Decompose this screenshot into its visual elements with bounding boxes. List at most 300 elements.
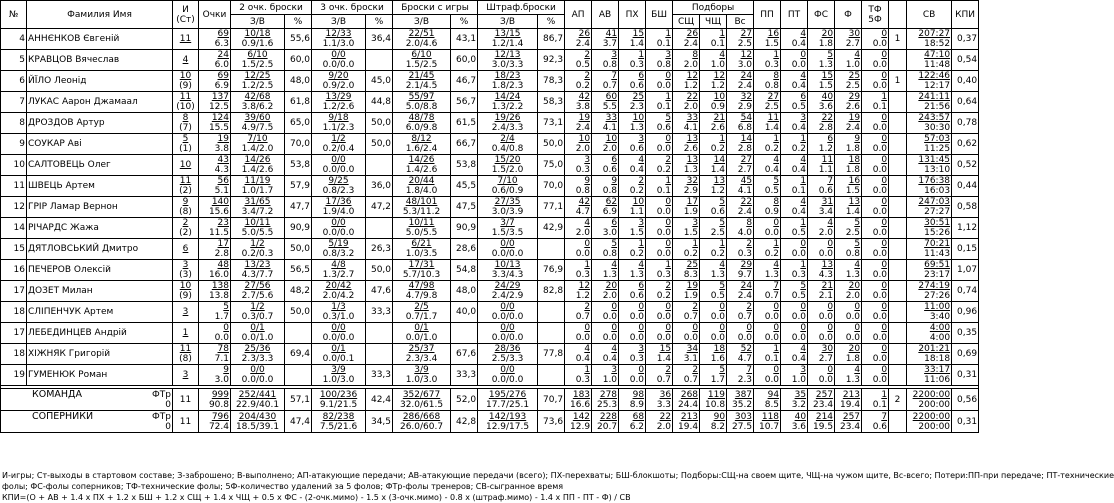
stat-av [592, 302, 619, 323]
stat-px [619, 71, 646, 92]
stat-pp [754, 113, 781, 134]
stat-cs-total: 5 [719, 281, 726, 291]
legend-line-3: КПИ=(О + АВ + 1.4 х ПХ + 1.2 х БШ + 1.2 х СЩ + 1.4 х ЧЩ + 0.5 х ФС - (2-очк.мимо) - 1.5 х (3-очк.мимо) - 0.8 х (штраф.мимо) - 1.4 х ПП - ПТ - Ф) / СВ [2, 493, 631, 502]
stat-pp [754, 50, 781, 71]
stat-av [592, 281, 619, 302]
stat-av-total: 7 [611, 71, 618, 81]
played-time [907, 134, 952, 155]
stat-ap [565, 323, 592, 344]
stat-vs [727, 281, 754, 302]
stat-bsh [646, 281, 673, 302]
fg3-avg: 1.1/3.0 [322, 39, 355, 49]
points [199, 50, 231, 71]
fg3-avg: 0.8/2.3 [322, 186, 355, 196]
col-reb-own: СЩ [673, 15, 700, 29]
played-time-avg: 11:48 [924, 60, 951, 70]
played-time-avg: 4:00 [929, 333, 951, 343]
stat-fs [808, 71, 835, 92]
stat-ss-avg: 19.4 [678, 421, 699, 432]
fg2-pct [285, 344, 312, 365]
points-avg: 15.5 [208, 123, 229, 133]
points-total: 0 [223, 323, 229, 333]
stat-5f [889, 302, 907, 323]
stat-ss [673, 71, 700, 92]
fg-avg: 1.6/2.4 [405, 144, 438, 154]
stat-ap-total: 4 [584, 344, 591, 354]
stat-px-avg: 2.3 [629, 102, 645, 112]
stat-fs [808, 389, 835, 411]
stat-bsh-total: 0 [665, 218, 672, 228]
stat-av [592, 323, 619, 344]
stat-av [592, 344, 619, 365]
played-time-avg: 11:25 [924, 144, 951, 154]
col-fg3-made: З/В [312, 15, 366, 29]
stat-ss-avg: 0.7 [683, 312, 699, 322]
stat-px-total: 98 [632, 389, 645, 400]
stat-vs-total: 24 [740, 71, 753, 81]
points-total: 124 [211, 113, 229, 123]
team-total-row [1, 389, 979, 411]
stat-ss [673, 260, 700, 281]
stat-tf-avg: 0.0 [872, 249, 888, 259]
fg2-pct [285, 260, 312, 281]
games [173, 176, 199, 197]
fg3-pct [366, 411, 393, 433]
stat-ss-total: 17 [686, 197, 699, 207]
stat-ss-avg: 0.2 [683, 249, 699, 259]
fg3-pct [366, 302, 393, 323]
fg3 [312, 197, 366, 218]
fg2-pct [285, 281, 312, 302]
fg3 [312, 176, 366, 197]
stat-vs [727, 365, 754, 386]
stat-bsh-avg: 0.1 [656, 186, 672, 196]
stat-5f [889, 323, 907, 344]
player-name: ГРІР Ламар Вернон [27, 197, 173, 218]
ft-avg: 17.7/25.1 [485, 399, 530, 410]
points [199, 411, 231, 433]
stat-av [592, 113, 619, 134]
stat-ss [673, 302, 700, 323]
stat-f-total: 5 [854, 218, 861, 228]
fg2-pct [285, 197, 312, 218]
ft-avg: 0.0/0.0 [491, 249, 524, 259]
ft-pct [538, 323, 565, 344]
table-header [1, 1, 979, 29]
stat-bsh-avg: 0.1 [656, 102, 672, 112]
stat-ap-avg: 0.3 [575, 165, 591, 175]
points-total: 140 [211, 197, 229, 207]
fg2-total: 27/56 [244, 281, 271, 291]
stat-tf [862, 92, 889, 113]
stat-fs-avg: 3.4 [818, 207, 834, 217]
stat-f-total: 5 [854, 239, 861, 249]
stat-ap-avg: 4.7 [575, 207, 591, 217]
played-time-avg: 15:26 [924, 228, 951, 238]
points-avg: 0.0 [214, 333, 229, 343]
ft-total: 0/0 [500, 323, 515, 333]
col-sv: СВ [907, 1, 952, 29]
fg-avg: 4.7/9.8 [405, 291, 438, 301]
fg3-total: 9/25 [328, 176, 349, 186]
stat-ptv-total: 0 [800, 50, 807, 60]
fg2-avg: 0.9/1.6 [241, 39, 274, 49]
fg-pct [451, 411, 478, 433]
stat-pp [754, 344, 781, 365]
stat-ptv-total: 35 [794, 389, 807, 400]
stat-vs [727, 260, 754, 281]
stat-av-total: 4 [611, 344, 618, 354]
stat-f-avg: 2.6 [845, 102, 861, 112]
fg2-avg: 3.4/7.2 [241, 207, 274, 217]
stat-ptv-avg: 0.4 [791, 354, 807, 364]
fg3-avg: 1.2/2.6 [322, 102, 355, 112]
stat-px-avg: 0.3 [629, 354, 645, 364]
table-row [1, 197, 979, 218]
fg3 [312, 323, 366, 344]
stat-pp-avg: 10.7 [759, 421, 780, 432]
fg2-avg: 0.0/0.0 [241, 375, 274, 385]
stat-tf-total: 0 [881, 260, 888, 270]
fg3-pct-total: 36,4 [370, 34, 392, 44]
fg3-total: 12/33 [325, 29, 352, 39]
played-time [907, 176, 952, 197]
stat-5f-avg: 1 [894, 34, 901, 44]
stat-tf [862, 134, 889, 155]
stat-tf [862, 302, 889, 323]
fg-avg: 26.0/60.7 [399, 421, 444, 432]
stat-f-avg: 2.0 [845, 291, 861, 301]
fg-total: 8/12 [411, 134, 432, 144]
col-reb: Подборы [673, 1, 754, 15]
ft [478, 155, 538, 176]
fg2-pct [285, 29, 312, 50]
stat-cs-avg: 0.5 [710, 291, 726, 301]
fg3-pct-total: 50,0 [370, 265, 392, 275]
played-time-total: 11:00 [924, 302, 951, 312]
fg3-pct-total: 42,4 [370, 394, 392, 405]
stat-cs [700, 302, 727, 323]
fg-total: 25/37 [408, 344, 435, 354]
fg3-pct-total: 36,0 [370, 181, 392, 191]
points-avg: 12.5 [208, 102, 229, 112]
stat-av [592, 239, 619, 260]
stat-px [619, 50, 646, 71]
stat-tf-total: 0 [881, 365, 888, 375]
stat-ap-avg: 0.3 [575, 375, 591, 385]
stat-cs-total: 12 [713, 71, 726, 81]
stat-vs-total: 303 [734, 411, 753, 422]
points-avg: 16.0 [208, 270, 229, 280]
fg2-pct-total: 70,0 [289, 139, 311, 149]
stat-av [592, 71, 619, 92]
stat-pp [754, 260, 781, 281]
fg [393, 365, 451, 386]
played-time-total: 47:10 [924, 50, 951, 60]
stat-vs [727, 71, 754, 92]
fg3-pct [366, 113, 393, 134]
table-row [1, 29, 979, 50]
stat-ss-avg: 2.6 [683, 144, 699, 154]
stat-cs [700, 197, 727, 218]
fg2-pct [285, 50, 312, 71]
stat-ss [673, 323, 700, 344]
stat-av-avg: 6.9 [602, 207, 618, 217]
table-row [1, 302, 979, 323]
fg-pct [451, 260, 478, 281]
fg2-avg: 2.3/3.3 [241, 354, 274, 364]
fg-pct [451, 92, 478, 113]
stat-f-avg: 2.7 [845, 39, 861, 49]
fg [393, 411, 451, 433]
stat-cs-total: 0 [719, 323, 726, 333]
stat-f-total: 19 [848, 113, 861, 123]
stat-ap-avg: 0.0 [575, 333, 591, 343]
stat-vs-total: 387 [734, 389, 753, 400]
stat-ptv-total: 0 [800, 302, 807, 312]
played-time-total: 69:51 [924, 260, 951, 270]
stat-bsh-total: 1 [665, 176, 672, 186]
stat-cs-total: 1 [719, 29, 726, 39]
stat-tf [862, 176, 889, 197]
stat-ptv-total: 4 [800, 344, 807, 354]
stat-ptv-avg: 0.4 [791, 165, 807, 175]
ft [478, 411, 538, 433]
stat-fs [808, 134, 835, 155]
stat-ptv [781, 29, 808, 50]
kpi: 1,07 [952, 260, 979, 281]
stat-ss [673, 155, 700, 176]
stat-pp-avg: 0.2 [764, 144, 780, 154]
fg2-pct [285, 176, 312, 197]
games [173, 239, 199, 260]
stat-cs [700, 176, 727, 197]
stat-pp-total: 0 [773, 302, 780, 312]
stat-av [592, 92, 619, 113]
stat-cs [700, 323, 727, 344]
stat-bsh-avg: 0.0 [656, 312, 672, 322]
stat-bsh-avg: 0.7 [656, 375, 672, 385]
stat-px [619, 29, 646, 50]
points [199, 239, 231, 260]
stat-f-avg: 1.4 [845, 207, 861, 217]
stat-ap [565, 302, 592, 323]
stat-pp-total: 0 [773, 323, 780, 333]
stat-av [592, 50, 619, 71]
stat-px [619, 411, 646, 433]
stat-px-avg: 6.2 [629, 421, 645, 432]
ft [478, 134, 538, 155]
stat-ptv [781, 92, 808, 113]
stat-ap-avg: 0.3 [575, 270, 591, 280]
points-avg: 3.0 [214, 375, 229, 385]
stat-av-total: 0 [611, 323, 618, 333]
games [173, 29, 199, 50]
stat-bsh [646, 113, 673, 134]
col-px: ПХ [619, 1, 646, 29]
fg2-pct-total: 60,0 [289, 55, 311, 65]
points-total: 19 [217, 134, 229, 144]
stat-cs-avg: 8.2 [710, 421, 726, 432]
stat-ap-total: 42 [578, 197, 591, 207]
stat-av-total: 41 [605, 29, 618, 39]
fg2-pct-total: 47,4 [289, 416, 311, 427]
stat-fs-total: 214 [815, 411, 834, 422]
points [199, 302, 231, 323]
games-total: 8 [182, 113, 189, 123]
games [173, 113, 199, 134]
ft-pct [538, 92, 565, 113]
stat-tf-avg: 0.1 [872, 102, 888, 112]
ft-pct [538, 239, 565, 260]
fg-total: 48/101 [405, 197, 438, 207]
fg2-pct-total: 56,5 [289, 265, 311, 275]
stat-ptv [781, 218, 808, 239]
played-time [907, 71, 952, 92]
fg2-avg: 4.9/7.5 [241, 123, 274, 133]
fg3-total: 82/238 [322, 411, 355, 422]
player-number: 14 [1, 218, 27, 239]
stat-ss-total: 13 [686, 134, 699, 144]
stat-f-total: 29 [848, 92, 861, 102]
fg3 [312, 218, 366, 239]
ft-avg: 1.5/2.0 [491, 165, 524, 175]
fg3-avg: 9.1/21.5 [319, 399, 358, 410]
fg3-total: 20/42 [325, 281, 352, 291]
fg-pct-total: 54,8 [456, 265, 477, 275]
stat-f-avg: 2.5 [845, 81, 861, 91]
played-time-total: 122:46 [918, 71, 951, 81]
stat-fs [808, 281, 835, 302]
points-avg: 90.8 [208, 399, 229, 410]
ft [478, 323, 538, 344]
games-avg: (2) [179, 228, 192, 238]
fg3-pct [366, 71, 393, 92]
stat-fs-total: 31 [821, 197, 834, 207]
stat-bsh [646, 323, 673, 344]
fg3-pct [366, 155, 393, 176]
played-time-avg: 30:30 [924, 123, 951, 133]
points [199, 218, 231, 239]
games [173, 365, 199, 386]
fg3-pct-total: 50,0 [370, 139, 392, 149]
stat-ptv-avg: 0.0 [791, 60, 807, 70]
stat-bsh-total: 0 [665, 302, 672, 312]
coach-fouls-label: ФТр [152, 389, 171, 400]
stat-f-total: 4 [854, 260, 861, 270]
stat-ap [565, 411, 592, 433]
stat-vs [727, 344, 754, 365]
ft-pct-total: 70,0 [543, 181, 564, 191]
stat-pp-total: 16 [767, 29, 780, 39]
stat-tf-avg: 0.0 [872, 207, 888, 217]
player-name: КРАВЦОВ Вячеслав [27, 50, 173, 71]
stat-pp [754, 389, 781, 411]
table-row [1, 134, 979, 155]
fg-total: 22/51 [408, 29, 435, 39]
stat-ptv-total: 4 [800, 197, 807, 207]
fg [393, 113, 451, 134]
stat-tf-avg: 0.0 [872, 81, 888, 91]
fg-pct-total: 53,8 [456, 160, 477, 170]
stat-ap [565, 218, 592, 239]
stat-bsh [646, 218, 673, 239]
stat-ss [673, 197, 700, 218]
col-games: И (Ст) [173, 1, 199, 29]
stat-bsh-avg: 3.3 [656, 399, 672, 410]
fg-pct [451, 29, 478, 50]
stat-fs-avg: 2.7 [818, 354, 834, 364]
stat-av-avg: 20.7 [597, 421, 618, 432]
stat-fs-avg: 4.3 [818, 270, 834, 280]
stat-ss [673, 92, 700, 113]
games-avg: (3) [179, 270, 192, 280]
player-number: 6 [1, 71, 27, 92]
fg2-total: 10/18 [244, 29, 271, 39]
player-name: ДОЗЕТ Милан [27, 281, 173, 302]
stat-cs-avg: 0.6 [710, 207, 726, 217]
played-time-avg: 3:40 [929, 312, 951, 322]
ft-avg: 12.9/17.5 [485, 421, 530, 432]
points-total: 17 [217, 239, 229, 249]
stat-vs-avg: 35.2 [732, 399, 753, 410]
player-number: 17 [1, 281, 27, 302]
stat-f [835, 134, 862, 155]
player-name: ДРОЗДОВ Артур [27, 113, 173, 134]
fg3-total: 0/0 [331, 323, 346, 333]
fg3-pct [366, 197, 393, 218]
played-time-total: 33:17 [924, 365, 951, 375]
fg2-pct [285, 218, 312, 239]
stat-cs-avg: 10.8 [705, 399, 726, 410]
points [199, 281, 231, 302]
stat-f-avg: 0.0 [845, 333, 861, 343]
stat-av-total: 6 [611, 218, 618, 228]
stat-pp-total: 11 [767, 113, 780, 123]
fg3-pct [366, 281, 393, 302]
ft [478, 389, 538, 411]
stat-fs-total: 30 [821, 344, 834, 354]
games-total: 10 [179, 160, 192, 170]
fg-pct [451, 323, 478, 344]
stat-av-total: 62 [605, 197, 618, 207]
fg2-pct [285, 302, 312, 323]
games-avg: (8) [179, 354, 192, 364]
stat-pp-total: 1 [773, 134, 780, 144]
fg2 [231, 134, 285, 155]
points-total: 137 [211, 92, 229, 102]
col-bsh: БШ [646, 1, 673, 29]
stat-tf [862, 389, 889, 411]
player-name: ПЕЧЕРОВ Олексій [27, 260, 173, 281]
stat-pp-total: 1 [773, 239, 780, 249]
fg2-total: 204/430 [238, 411, 277, 422]
ft-total: 7/10 [497, 176, 518, 186]
stat-ss [673, 239, 700, 260]
stat-vs-total: 7 [746, 365, 753, 375]
player-name: ШВЕЦЬ Артем [27, 176, 173, 197]
stat-fs-total: 4 [827, 218, 834, 228]
fg3-avg: 0.0/0.0 [322, 228, 355, 238]
ft-pct-total: 73,6 [543, 416, 564, 427]
stat-vs [727, 323, 754, 344]
fg2-pct [285, 71, 312, 92]
stat-px-total: 0 [638, 323, 645, 333]
stat-px-total: 68 [632, 411, 645, 422]
stat-bsh-total: 2 [665, 281, 672, 291]
stat-px-total: 3 [638, 344, 645, 354]
stat-pp [754, 71, 781, 92]
